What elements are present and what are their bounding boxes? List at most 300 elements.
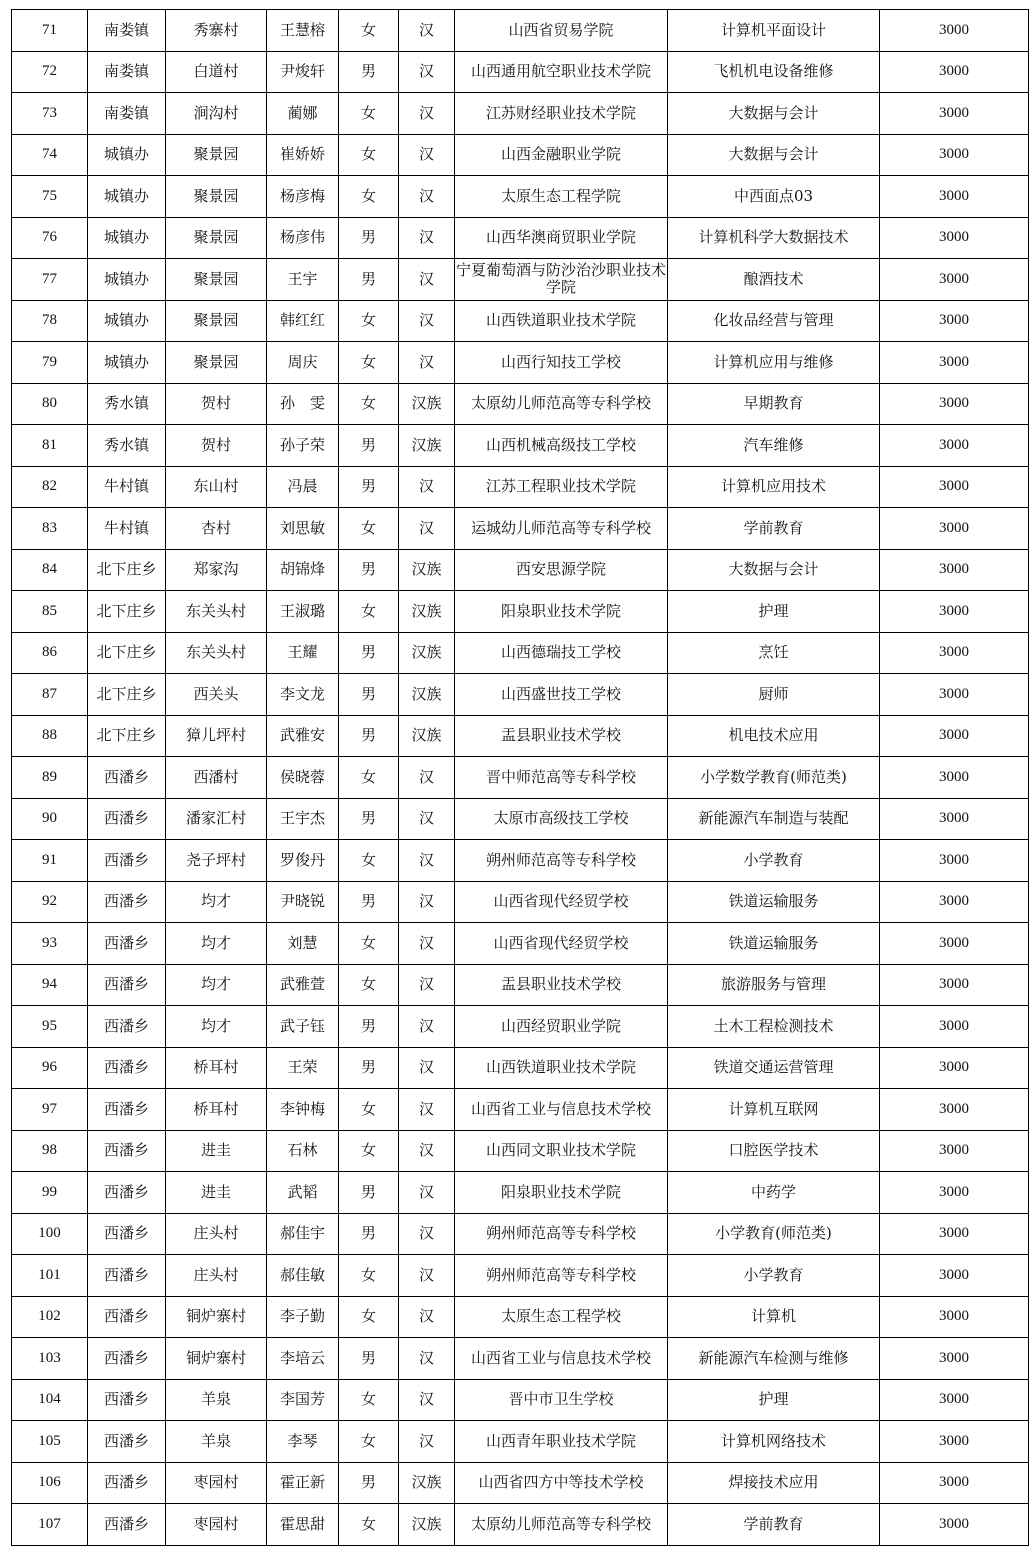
major-cell: 大数据与会计 (668, 134, 880, 176)
school-cell: 山西机械高级技工学校 (455, 425, 668, 467)
amount-cell: 3000 (880, 674, 1029, 716)
gender-cell: 男 (339, 715, 399, 757)
township-cell: 西潘乡 (88, 964, 166, 1006)
township-cell: 西潘乡 (88, 1089, 166, 1131)
school-cell: 山西铁道职业技术学院 (455, 1047, 668, 1089)
name-cell: 李国芳 (267, 1379, 339, 1421)
village-cell: 尧子坪村 (166, 840, 267, 882)
gender-cell: 女 (339, 1421, 399, 1463)
name-cell: 罗俊丹 (267, 840, 339, 882)
major-cell: 计算机网络技术 (668, 1421, 880, 1463)
school-cell: 山西行知技工学校 (455, 342, 668, 384)
name-cell: 武雅安 (267, 715, 339, 757)
township-cell: 西潘乡 (88, 1213, 166, 1255)
name-cell: 冯晨 (267, 466, 339, 508)
gender-cell: 男 (339, 798, 399, 840)
major-cell: 小学数学教育(师范类) (668, 757, 880, 799)
amount-cell: 3000 (880, 715, 1029, 757)
row-number-cell: 87 (12, 674, 88, 716)
amount-cell: 3000 (880, 1089, 1029, 1131)
village-cell: 西潘村 (166, 757, 267, 799)
major-cell: 汽车维修 (668, 425, 880, 467)
table-row (12, 715, 1029, 757)
village-cell: 进圭 (166, 1172, 267, 1214)
row-number-cell: 72 (12, 51, 88, 93)
village-cell: 聚景园 (166, 217, 267, 259)
school-cell: 运城幼儿师范高等专科学校 (455, 508, 668, 550)
name-cell: 王耀 (267, 632, 339, 674)
gender-cell: 男 (339, 259, 399, 301)
row-number-cell: 76 (12, 217, 88, 259)
ethnicity-cell: 汉 (399, 10, 455, 52)
gender-cell: 女 (339, 964, 399, 1006)
subsidy-table (11, 9, 1029, 1546)
row-number-cell: 88 (12, 715, 88, 757)
major-cell: 护理 (668, 591, 880, 633)
row-number-cell: 101 (12, 1255, 88, 1297)
major-cell: 计算机 (668, 1296, 880, 1338)
row-number-cell: 107 (12, 1504, 88, 1546)
ethnicity-cell: 汉 (399, 508, 455, 550)
school-cell: 山西华澳商贸职业学院 (455, 217, 668, 259)
table-row (12, 1462, 1029, 1504)
village-cell: 郑家沟 (166, 549, 267, 591)
amount-cell: 3000 (880, 1006, 1029, 1048)
school-cell: 江苏工程职业技术学院 (455, 466, 668, 508)
ethnicity-cell: 汉 (399, 134, 455, 176)
township-cell: 城镇办 (88, 176, 166, 218)
row-number-cell: 96 (12, 1047, 88, 1089)
gender-cell: 女 (339, 591, 399, 633)
row-number-cell: 97 (12, 1089, 88, 1131)
major-cell: 厨师 (668, 674, 880, 716)
table-row (12, 1130, 1029, 1172)
major-cell: 新能源汽车检测与维修 (668, 1338, 880, 1380)
major-cell: 土木工程检测技术 (668, 1006, 880, 1048)
table-row (12, 1338, 1029, 1380)
village-cell: 西关头 (166, 674, 267, 716)
township-cell: 西潘乡 (88, 1379, 166, 1421)
major-cell: 中药学 (668, 1172, 880, 1214)
name-cell: 孙 雯 (267, 383, 339, 425)
gender-cell: 男 (339, 217, 399, 259)
township-cell: 城镇办 (88, 342, 166, 384)
school-cell: 阳泉职业技术学院 (455, 1172, 668, 1214)
major-cell: 中西面点03 (668, 176, 880, 218)
township-cell: 北下庄乡 (88, 715, 166, 757)
school-cell: 江苏财经职业技术学院 (455, 93, 668, 135)
name-cell: 李琴 (267, 1421, 339, 1463)
amount-cell: 3000 (880, 1296, 1029, 1338)
school-cell: 山西同文职业技术学院 (455, 1130, 668, 1172)
village-cell: 聚景园 (166, 300, 267, 342)
village-cell: 东山村 (166, 466, 267, 508)
row-number-cell: 78 (12, 300, 88, 342)
ethnicity-cell: 汉族 (399, 591, 455, 633)
school-cell: 晋中师范高等专科学校 (455, 757, 668, 799)
gender-cell: 女 (339, 134, 399, 176)
name-cell: 杨彦梅 (267, 176, 339, 218)
table-row (12, 51, 1029, 93)
major-cell: 早期教育 (668, 383, 880, 425)
township-cell: 西潘乡 (88, 1462, 166, 1504)
school-cell: 太原幼儿师范高等专科学校 (455, 383, 668, 425)
major-cell: 小学教育 (668, 1255, 880, 1297)
row-number-cell: 75 (12, 176, 88, 218)
school-cell: 山西省四方中等技术学校 (455, 1462, 668, 1504)
table-row (12, 1379, 1029, 1421)
gender-cell: 女 (339, 1089, 399, 1131)
school-cell: 山西青年职业技术学院 (455, 1421, 668, 1463)
major-cell: 大数据与会计 (668, 549, 880, 591)
amount-cell: 3000 (880, 342, 1029, 384)
ethnicity-cell: 汉 (399, 93, 455, 135)
name-cell: 武韬 (267, 1172, 339, 1214)
ethnicity-cell: 汉族 (399, 383, 455, 425)
gender-cell: 男 (339, 881, 399, 923)
gender-cell: 女 (339, 300, 399, 342)
village-cell: 羊泉 (166, 1421, 267, 1463)
village-cell: 庄头村 (166, 1255, 267, 1297)
gender-cell: 女 (339, 1379, 399, 1421)
row-number-cell: 98 (12, 1130, 88, 1172)
village-cell: 均才 (166, 1006, 267, 1048)
amount-cell: 3000 (880, 51, 1029, 93)
township-cell: 西潘乡 (88, 757, 166, 799)
major-cell: 大数据与会计 (668, 93, 880, 135)
name-cell: 李子勤 (267, 1296, 339, 1338)
table-row (12, 217, 1029, 259)
table-body (12, 10, 1029, 1546)
gender-cell: 男 (339, 1462, 399, 1504)
table-row (12, 1504, 1029, 1546)
township-cell: 西潘乡 (88, 1172, 166, 1214)
ethnicity-cell: 汉 (399, 1421, 455, 1463)
name-cell: 郝佳敏 (267, 1255, 339, 1297)
village-cell: 桥耳村 (166, 1047, 267, 1089)
township-cell: 城镇办 (88, 259, 166, 301)
gender-cell: 男 (339, 1213, 399, 1255)
row-number-cell: 102 (12, 1296, 88, 1338)
village-cell: 獐儿坪村 (166, 715, 267, 757)
row-number-cell: 82 (12, 466, 88, 508)
table-row (12, 383, 1029, 425)
gender-cell: 女 (339, 840, 399, 882)
ethnicity-cell: 汉 (399, 1047, 455, 1089)
row-number-cell: 81 (12, 425, 88, 467)
ethnicity-cell: 汉 (399, 1172, 455, 1214)
village-cell: 白道村 (166, 51, 267, 93)
table-row (12, 1089, 1029, 1131)
school-cell: 山西省工业与信息技术学校 (455, 1338, 668, 1380)
amount-cell: 3000 (880, 10, 1029, 52)
amount-cell: 3000 (880, 757, 1029, 799)
name-cell: 刘思敏 (267, 508, 339, 550)
ethnicity-cell: 汉 (399, 1213, 455, 1255)
major-cell: 旅游服务与管理 (668, 964, 880, 1006)
gender-cell: 男 (339, 466, 399, 508)
row-number-cell: 95 (12, 1006, 88, 1048)
township-cell: 城镇办 (88, 217, 166, 259)
row-number-cell: 103 (12, 1338, 88, 1380)
township-cell: 西潘乡 (88, 1130, 166, 1172)
village-cell: 均才 (166, 923, 267, 965)
amount-cell: 3000 (880, 425, 1029, 467)
ethnicity-cell: 汉族 (399, 715, 455, 757)
amount-cell: 3000 (880, 1504, 1029, 1546)
row-number-cell: 74 (12, 134, 88, 176)
township-cell: 西潘乡 (88, 840, 166, 882)
village-cell: 均才 (166, 964, 267, 1006)
ethnicity-cell: 汉 (399, 176, 455, 218)
school-cell: 盂县职业技术学校 (455, 715, 668, 757)
major-cell: 口腔医学技术 (668, 1130, 880, 1172)
table-row (12, 1213, 1029, 1255)
village-cell: 贺村 (166, 425, 267, 467)
village-cell: 庄头村 (166, 1213, 267, 1255)
major-cell: 飞机机电设备维修 (668, 51, 880, 93)
school-cell: 盂县职业技术学校 (455, 964, 668, 1006)
township-cell: 西潘乡 (88, 1421, 166, 1463)
township-cell: 西潘乡 (88, 1296, 166, 1338)
table-row (12, 923, 1029, 965)
township-cell: 北下庄乡 (88, 632, 166, 674)
table-row (12, 1172, 1029, 1214)
ethnicity-cell: 汉 (399, 1296, 455, 1338)
village-cell: 聚景园 (166, 259, 267, 301)
major-cell: 学前教育 (668, 1504, 880, 1546)
school-cell: 太原幼儿师范高等专科学校 (455, 1504, 668, 1546)
major-cell: 新能源汽车制造与装配 (668, 798, 880, 840)
name-cell: 武子钰 (267, 1006, 339, 1048)
table-row (12, 259, 1029, 301)
ethnicity-cell: 汉 (399, 1379, 455, 1421)
major-cell: 焊接技术应用 (668, 1462, 880, 1504)
township-cell: 南娄镇 (88, 51, 166, 93)
name-cell: 侯晓蓉 (267, 757, 339, 799)
township-cell: 北下庄乡 (88, 549, 166, 591)
gender-cell: 女 (339, 383, 399, 425)
school-cell: 宁夏葡萄酒与防沙治沙职业技术学院 (455, 259, 668, 301)
row-number-cell: 86 (12, 632, 88, 674)
ethnicity-cell: 汉 (399, 342, 455, 384)
school-cell: 朔州师范高等专科学校 (455, 1255, 668, 1297)
row-number-cell: 99 (12, 1172, 88, 1214)
name-cell: 武雅萱 (267, 964, 339, 1006)
amount-cell: 3000 (880, 632, 1029, 674)
table-row (12, 964, 1029, 1006)
row-number-cell: 89 (12, 757, 88, 799)
ethnicity-cell: 汉 (399, 923, 455, 965)
school-cell: 山西德瑞技工学校 (455, 632, 668, 674)
ethnicity-cell: 汉族 (399, 425, 455, 467)
name-cell: 王荣 (267, 1047, 339, 1089)
row-number-cell: 105 (12, 1421, 88, 1463)
school-cell: 山西金融职业学院 (455, 134, 668, 176)
school-cell: 山西盛世技工学校 (455, 674, 668, 716)
amount-cell: 3000 (880, 300, 1029, 342)
village-cell: 进圭 (166, 1130, 267, 1172)
row-number-cell: 79 (12, 342, 88, 384)
amount-cell: 3000 (880, 964, 1029, 1006)
major-cell: 铁道运输服务 (668, 881, 880, 923)
table-row (12, 1296, 1029, 1338)
township-cell: 城镇办 (88, 300, 166, 342)
ethnicity-cell: 汉 (399, 300, 455, 342)
gender-cell: 女 (339, 1504, 399, 1546)
gender-cell: 女 (339, 1255, 399, 1297)
row-number-cell: 80 (12, 383, 88, 425)
village-cell: 聚景园 (166, 176, 267, 218)
amount-cell: 3000 (880, 1379, 1029, 1421)
township-cell: 北下庄乡 (88, 591, 166, 633)
amount-cell: 3000 (880, 1047, 1029, 1089)
name-cell: 李文龙 (267, 674, 339, 716)
amount-cell: 3000 (880, 1130, 1029, 1172)
row-number-cell: 92 (12, 881, 88, 923)
row-number-cell: 93 (12, 923, 88, 965)
village-cell: 桥耳村 (166, 1089, 267, 1131)
table-row (12, 1006, 1029, 1048)
major-cell: 酿酒技术 (668, 259, 880, 301)
school-cell: 朔州师范高等专科学校 (455, 840, 668, 882)
amount-cell: 3000 (880, 1213, 1029, 1255)
gender-cell: 女 (339, 757, 399, 799)
major-cell: 小学教育(师范类) (668, 1213, 880, 1255)
school-cell: 山西经贸职业学院 (455, 1006, 668, 1048)
row-number-cell: 85 (12, 591, 88, 633)
major-cell: 护理 (668, 1379, 880, 1421)
school-cell: 山西省现代经贸学校 (455, 881, 668, 923)
ethnicity-cell: 汉 (399, 964, 455, 1006)
major-cell: 铁道交通运营管理 (668, 1047, 880, 1089)
school-cell: 太原市高级技工学校 (455, 798, 668, 840)
ethnicity-cell: 汉 (399, 217, 455, 259)
township-cell: 城镇办 (88, 134, 166, 176)
village-cell: 枣园村 (166, 1504, 267, 1546)
amount-cell: 3000 (880, 840, 1029, 882)
gender-cell: 女 (339, 923, 399, 965)
table-row (12, 1255, 1029, 1297)
ethnicity-cell: 汉族 (399, 674, 455, 716)
township-cell: 西潘乡 (88, 1047, 166, 1089)
township-cell: 南娄镇 (88, 10, 166, 52)
amount-cell: 3000 (880, 591, 1029, 633)
township-cell: 西潘乡 (88, 1504, 166, 1546)
ethnicity-cell: 汉 (399, 1255, 455, 1297)
amount-cell: 3000 (880, 466, 1029, 508)
gender-cell: 女 (339, 1130, 399, 1172)
township-cell: 西潘乡 (88, 1006, 166, 1048)
amount-cell: 3000 (880, 923, 1029, 965)
row-number-cell: 91 (12, 840, 88, 882)
gender-cell: 女 (339, 342, 399, 384)
name-cell: 杨彦伟 (267, 217, 339, 259)
ethnicity-cell: 汉族 (399, 1504, 455, 1546)
table-row (12, 840, 1029, 882)
gender-cell: 女 (339, 508, 399, 550)
table-row (12, 1421, 1029, 1463)
table-row (12, 300, 1029, 342)
village-cell: 东关头村 (166, 632, 267, 674)
school-cell: 山西铁道职业技术学院 (455, 300, 668, 342)
school-cell: 太原生态工程学院 (455, 176, 668, 218)
gender-cell: 男 (339, 1338, 399, 1380)
ethnicity-cell: 汉 (399, 757, 455, 799)
name-cell: 周庆 (267, 342, 339, 384)
amount-cell: 3000 (880, 1255, 1029, 1297)
major-cell: 机电技术应用 (668, 715, 880, 757)
major-cell: 计算机互联网 (668, 1089, 880, 1131)
name-cell: 蔺娜 (267, 93, 339, 135)
table-row (12, 674, 1029, 716)
name-cell: 石林 (267, 1130, 339, 1172)
table-row (12, 93, 1029, 135)
table-row (12, 134, 1029, 176)
amount-cell: 3000 (880, 176, 1029, 218)
village-cell: 涧沟村 (166, 93, 267, 135)
ethnicity-cell: 汉 (399, 1338, 455, 1380)
table-row (12, 632, 1029, 674)
name-cell: 胡锦烽 (267, 549, 339, 591)
ethnicity-cell: 汉 (399, 881, 455, 923)
major-cell: 烹饪 (668, 632, 880, 674)
amount-cell: 3000 (880, 383, 1029, 425)
table-row (12, 1047, 1029, 1089)
ethnicity-cell: 汉 (399, 1006, 455, 1048)
school-cell: 晋中市卫生学校 (455, 1379, 668, 1421)
amount-cell: 3000 (880, 549, 1029, 591)
gender-cell: 女 (339, 10, 399, 52)
township-cell: 西潘乡 (88, 881, 166, 923)
major-cell: 计算机应用技术 (668, 466, 880, 508)
township-cell: 秀水镇 (88, 425, 166, 467)
table-row (12, 176, 1029, 218)
name-cell: 王宇 (267, 259, 339, 301)
gender-cell: 女 (339, 93, 399, 135)
school-cell: 山西省工业与信息技术学校 (455, 1089, 668, 1131)
township-cell: 秀水镇 (88, 383, 166, 425)
amount-cell: 3000 (880, 217, 1029, 259)
school-cell: 阳泉职业技术学院 (455, 591, 668, 633)
major-cell: 小学教育 (668, 840, 880, 882)
amount-cell: 3000 (880, 259, 1029, 301)
table-row (12, 798, 1029, 840)
name-cell: 霍正新 (267, 1462, 339, 1504)
gender-cell: 男 (339, 674, 399, 716)
ethnicity-cell: 汉 (399, 1130, 455, 1172)
township-cell: 西潘乡 (88, 798, 166, 840)
gender-cell: 男 (339, 632, 399, 674)
name-cell: 刘慧 (267, 923, 339, 965)
row-number-cell: 104 (12, 1379, 88, 1421)
table-row (12, 881, 1029, 923)
township-cell: 北下庄乡 (88, 674, 166, 716)
name-cell: 李培云 (267, 1338, 339, 1380)
school-cell: 朔州师范高等专科学校 (455, 1213, 668, 1255)
ethnicity-cell: 汉 (399, 51, 455, 93)
row-number-cell: 71 (12, 10, 88, 52)
gender-cell: 男 (339, 51, 399, 93)
amount-cell: 3000 (880, 1421, 1029, 1463)
ethnicity-cell: 汉 (399, 466, 455, 508)
table-row (12, 591, 1029, 633)
name-cell: 王慧榕 (267, 10, 339, 52)
ethnicity-cell: 汉 (399, 1089, 455, 1131)
village-cell: 杏村 (166, 508, 267, 550)
gender-cell: 女 (339, 1296, 399, 1338)
table-row (12, 342, 1029, 384)
